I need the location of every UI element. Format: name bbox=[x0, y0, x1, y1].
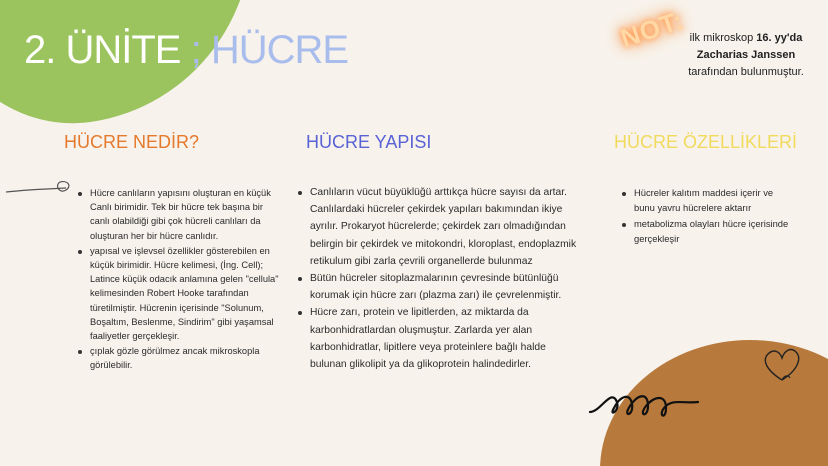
list-hucre-ozellikleri bbox=[620, 186, 790, 248]
list-item: Hücre canlıların yapısını oluşturan en küçük Canlı birimidir. Tek bir hücre tek başına bir canlı olabildiği gibi çok hücreli canlıları da oluşturan her bir hücre canlıdır. bbox=[76, 186, 282, 243]
list-item: Hücreler kalıtım maddesi içerir ve bunu yavru hücrelere aktarır bbox=[620, 186, 790, 215]
heading-hucre-ozellikleri: HÜCRE ÖZELLİKLERİ bbox=[614, 132, 798, 152]
note-bold: 16. yy'da Zacharias Janssen bbox=[696, 32, 803, 61]
heading-hucre-yapisi: HÜCRE YAPISI bbox=[306, 132, 432, 152]
list-hucre-yapisi bbox=[296, 184, 580, 373]
heading-hucre-nedir: HÜCRE NEDİR? bbox=[64, 132, 200, 152]
title-unit: 2. ÜNİTE bbox=[24, 28, 191, 72]
list-item: Bütün hücreler sitoplazmalarının çevresinde bütünlüğü korumak için hücre zarı (plazma zarı) ile çevrelenmiştir. bbox=[296, 270, 580, 304]
list-item: Canlıların vücut büyüklüğü arttıkça hücre sayısı da artar. Canlılardaki hücreler çekirdek yapıları bakımından ikiye ayrılır. Prokaryot hücrelerde; çekirdek zarı olmadığından belirgin bir çekirdek ve mitokondri, kloroplast, endoplazmik retikulum gibi zarla çevrili organellerde bulunmaz bbox=[296, 184, 580, 270]
heart-doodle-icon bbox=[760, 344, 804, 384]
list-item: Hücre zarı, protein ve lipitlerden, az miktarda da karbonhidratlardan oluşmuştur. Zarlarda yer alan karbonhidratlar, lipitlere veya proteinlere bağlı halde bulunan glikolipit ya da glikoprotein halindedirler. bbox=[296, 304, 580, 373]
note-line2: tarafından bulunmuştur. bbox=[688, 66, 804, 78]
spiral-doodle-icon bbox=[586, 378, 706, 432]
page-title bbox=[24, 28, 348, 73]
list-item: yapısal ve işlevsel özellikler gösterebilen en küçük birimidir. Hücre kelimesi, (İng. Cell); Latince küçük odacık anlamına gelen "cellula" kelimesinden Robert Hooke tarafından türetilmiştir. Hücrenin içerisinde "Solunum, Boşaltım, Beslenme, Sindirim" gibi yaşamsal faaliyetler gerçekleşir. bbox=[76, 244, 282, 343]
note-badge: NOT: bbox=[616, 4, 688, 54]
list-item: metabolizma olayları hücre içerisinde gerçekleşir bbox=[620, 217, 790, 246]
title-topic: ; HÜCRE bbox=[190, 28, 349, 72]
list-item: çıplak gözle görülmez ancak mikroskopla görülebilir. bbox=[76, 344, 282, 372]
note-line1: ilk mikroskop bbox=[689, 32, 757, 44]
arrow-doodle-icon bbox=[4, 176, 74, 202]
note-text bbox=[676, 30, 816, 81]
list-hucre-nedir bbox=[76, 186, 282, 374]
